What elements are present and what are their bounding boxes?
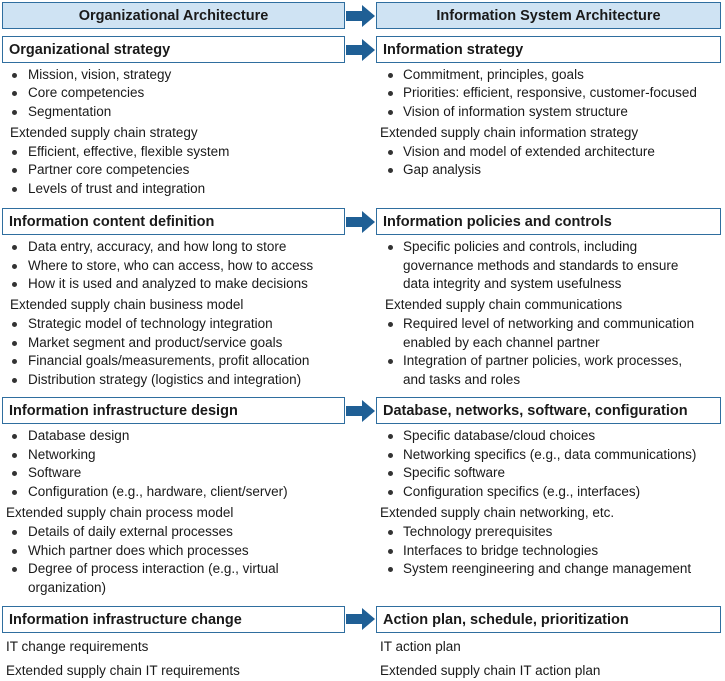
bullet-item: Financial goals/measurements, profit allocation xyxy=(28,353,310,368)
section-information-strategy xyxy=(376,36,721,63)
bullet-dot xyxy=(12,73,17,78)
bullet-dot xyxy=(388,490,393,495)
bullet-item-continued: enabled by each channel partner xyxy=(403,335,600,350)
subheading: Extended supply chain business model xyxy=(10,297,244,312)
bullet-dot xyxy=(388,73,393,78)
arrow-row-1 xyxy=(346,38,376,62)
section-title: Information infrastructure change xyxy=(9,611,242,628)
subheading: Extended supply chain networking, etc. xyxy=(380,505,615,520)
bullet-dot xyxy=(12,359,17,364)
bullet-dot xyxy=(388,110,393,115)
bullet-item: Priorities: efficient, responsive, customer-focused xyxy=(403,85,697,100)
plain-line: Extended supply chain IT requirements xyxy=(6,663,240,678)
bullet-dot xyxy=(388,549,393,554)
bullet-item: Networking specifics (e.g., data communications) xyxy=(403,447,697,462)
bullet-item: Technology prerequisites xyxy=(403,524,553,539)
section-title: Organizational strategy xyxy=(9,41,171,58)
bullet-dot xyxy=(12,91,17,96)
bullet-dot xyxy=(388,567,393,572)
section-title: Information strategy xyxy=(383,41,524,58)
bullet-dot xyxy=(12,110,17,115)
bullet-item: Levels of trust and integration xyxy=(28,181,206,196)
bullet-dot xyxy=(12,150,17,155)
section-information-infrastructure-change xyxy=(2,606,345,633)
bullet-item-continued: and tasks and roles xyxy=(403,372,521,387)
bullet-item: How it is used and analyzed to make decisions xyxy=(28,276,308,291)
bullet-item: Data entry, accuracy, and how long to store xyxy=(28,239,287,254)
bullet-item: Interfaces to bridge technologies xyxy=(403,543,599,558)
bullet-item: System reengineering and change management xyxy=(403,561,692,576)
bullet-item: Where to store, who can access, how to access xyxy=(28,258,314,273)
plain-line: IT action plan xyxy=(380,639,461,654)
bullet-dot xyxy=(12,530,17,535)
header-organizational-architecture xyxy=(2,2,345,29)
bullet-item: Integration of partner policies, work processes, xyxy=(403,353,683,368)
bullet-dot xyxy=(388,322,393,327)
bullet-item: Required level of networking and communication xyxy=(403,316,695,331)
bullet-item: Segmentation xyxy=(28,104,112,119)
bullet-item: Which partner does which processes xyxy=(28,543,249,558)
section-information-infrastructure-design xyxy=(2,397,345,424)
bullet-dot xyxy=(12,453,17,458)
section-title: Information infrastructure design xyxy=(9,402,238,419)
bullet-item: Specific policies and controls, including xyxy=(403,239,638,254)
header-information-system-architecture xyxy=(376,2,721,29)
bullet-item: Configuration specifics (e.g., interfaces) xyxy=(403,484,641,499)
bullet-item: Efficient, effective, flexible system xyxy=(28,144,230,159)
bullet-dot xyxy=(12,378,17,383)
section-title: Information content definition xyxy=(9,213,215,230)
bullet-dot xyxy=(12,245,17,250)
bullet-dot xyxy=(388,471,393,476)
arrow-header xyxy=(346,4,376,28)
header-left-label: Organizational Architecture xyxy=(78,7,269,24)
arrow-row-4 xyxy=(346,607,376,631)
bullet-item: Details of daily external processes xyxy=(28,524,233,539)
bullet-item: Vision of information system structure xyxy=(403,104,628,119)
bullet-item: Core competencies xyxy=(28,85,145,100)
bullet-item: Partner core competencies xyxy=(28,162,190,177)
plain-line: IT change requirements xyxy=(6,639,149,654)
subheading: Extended supply chain strategy xyxy=(10,125,198,140)
bullet-item: Commitment, principles, goals xyxy=(403,67,584,82)
bullet-item: Software xyxy=(28,465,82,480)
bullet-item: Vision and model of extended architecture xyxy=(403,144,655,159)
bullet-item: Database design xyxy=(28,428,130,443)
section-title: Information policies and controls xyxy=(383,213,612,230)
header-right-label: Information System Architecture xyxy=(436,7,661,24)
bullet-dot xyxy=(388,168,393,173)
bullet-item-continued: governance methods and standards to ensure xyxy=(403,258,679,273)
plain-line: Extended supply chain IT action plan xyxy=(380,663,601,678)
subheading: Extended supply chain process model xyxy=(6,505,234,520)
bullet-dot xyxy=(12,567,17,572)
bullet-dot xyxy=(12,187,17,192)
section-organizational-strategy xyxy=(2,36,345,63)
bullet-dot xyxy=(12,434,17,439)
section-action-plan-schedule-prioritization xyxy=(376,606,721,633)
bullet-item: Distribution strategy (logistics and integration) xyxy=(28,372,302,387)
subheading: Extended supply chain communications xyxy=(385,297,623,312)
bullet-dot xyxy=(388,150,393,155)
bullet-dot xyxy=(388,359,393,364)
bullet-dot xyxy=(388,245,393,250)
subheading: Extended supply chain information strategy xyxy=(380,125,639,140)
section-title: Database, networks, software, configuration xyxy=(383,402,688,419)
section-information-content-definition xyxy=(2,208,345,235)
bullet-dot xyxy=(12,341,17,346)
bullet-item: Strategic model of technology integration xyxy=(28,316,273,331)
bullet-item: Gap analysis xyxy=(403,162,482,177)
bullet-dot xyxy=(388,434,393,439)
bullet-dot xyxy=(12,549,17,554)
bullet-item: Specific database/cloud choices xyxy=(403,428,596,443)
bullet-dot xyxy=(12,322,17,327)
arrow-row-2 xyxy=(346,210,376,234)
bullet-dot xyxy=(388,453,393,458)
bullet-item: Specific software xyxy=(403,465,506,480)
bullet-item: Networking xyxy=(28,447,96,462)
bullet-dot xyxy=(12,168,17,173)
bullet-item: Degree of process interaction (e.g., virtual xyxy=(28,561,279,576)
bullet-item: Mission, vision, strategy xyxy=(28,67,172,82)
bullet-item-continued: organization) xyxy=(28,580,107,595)
bullet-dot xyxy=(12,490,17,495)
bullet-dot xyxy=(388,91,393,96)
bullet-item-continued: data integrity and system usefulness xyxy=(403,276,622,291)
bullet-item: Configuration (e.g., hardware, client/server) xyxy=(28,484,288,499)
bullet-dot xyxy=(12,471,17,476)
bullet-item: Market segment and product/service goals xyxy=(28,335,283,350)
arrow-row-3 xyxy=(346,399,376,423)
bullet-dot xyxy=(12,282,17,287)
section-information-policies-and-controls xyxy=(376,208,721,235)
bullet-dot xyxy=(12,264,17,269)
section-title: Action plan, schedule, prioritization xyxy=(383,611,629,628)
bullet-dot xyxy=(388,530,393,535)
section-database-networks-software-configuration xyxy=(376,397,721,424)
